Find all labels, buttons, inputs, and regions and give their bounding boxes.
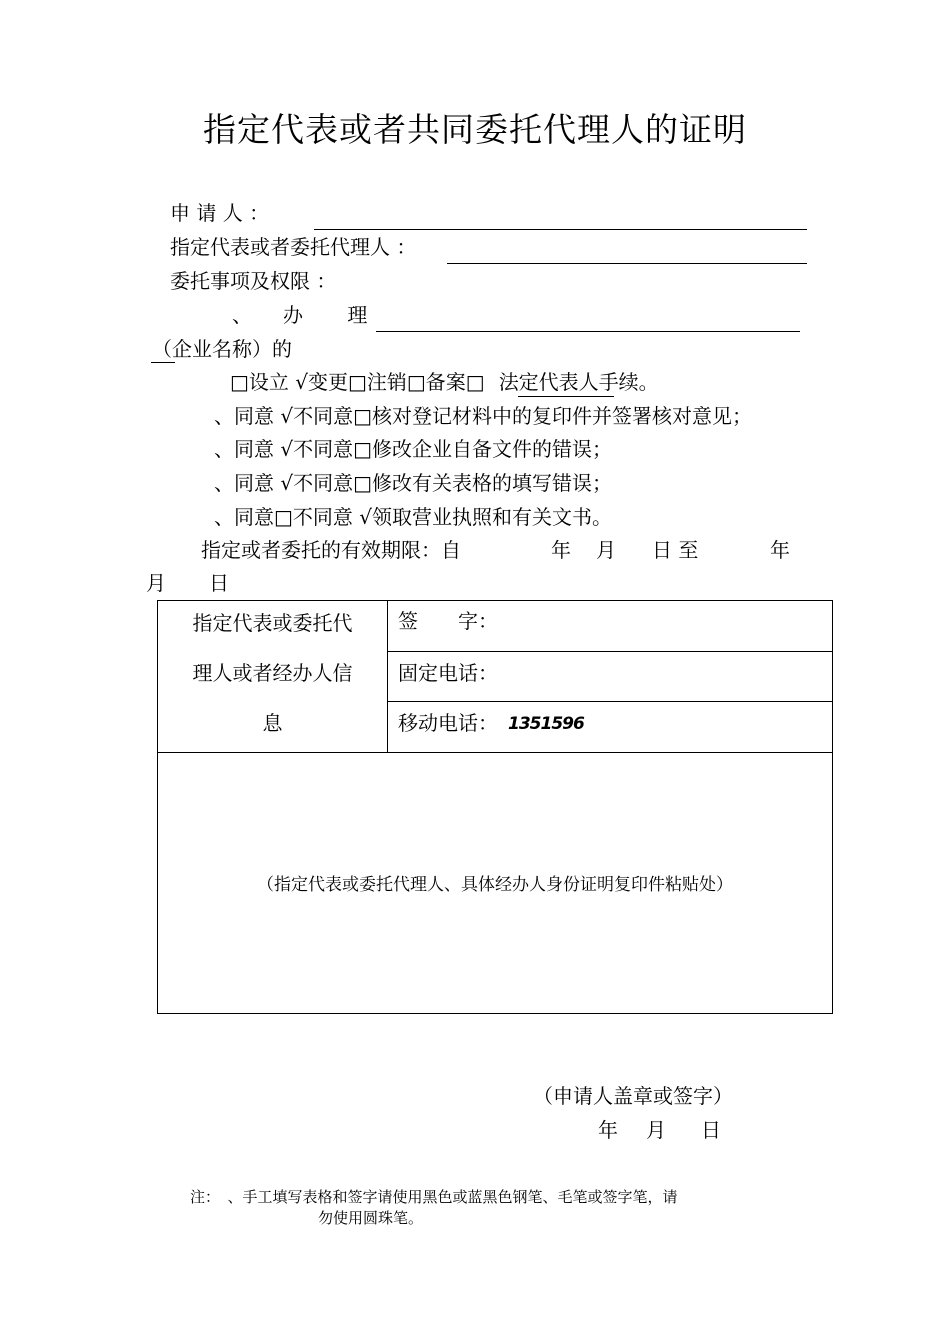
consent-item-2: 、同意 √不同意□核对登记材料中的复印件并签署核对意见；: [214, 404, 752, 428]
landline-label: 固定电话：: [398, 661, 498, 685]
signature-label: 签 字：: [398, 609, 498, 633]
options-filled-value: 法定代表人: [498, 370, 599, 394]
note-line-2: 勿使用圆珠笔。: [318, 1209, 424, 1227]
info-label-line-1: 指定代表或委托代: [192, 611, 353, 635]
validity-year-1: 年: [551, 538, 571, 562]
options-checkboxes: □设立 √变更□注销□备案□: [230, 370, 485, 394]
consent-item-3: 、同意 √不同意□修改企业自备文件的错误；: [214, 437, 612, 461]
footer-date-year: 年: [598, 1118, 618, 1142]
table-row-divider-3: [158, 752, 832, 753]
validity-label: 指定或者委托的有效期限：自: [201, 538, 461, 562]
note-line-1: 注： 、手工填写表格和签字请使用黑色或蓝黑色钢笔、毛笔或签字笔，请: [190, 1188, 678, 1206]
matters-label: 委托事项及权限 ：: [170, 269, 337, 293]
representative-info-table: [157, 600, 833, 1014]
consent-item-5: 、同意□不同意 √领取营业执照和有关文书。: [214, 505, 612, 529]
consent-item-4: 、同意 √不同意□修改有关表格的填写错误；: [214, 471, 612, 495]
id-copy-paste-area: （指定代表或委托代理人、具体经办人身份证明复印件粘贴处）: [257, 875, 733, 895]
stamp-signature-label: （申请人盖章或签字）: [533, 1084, 733, 1108]
validity-year-2: 年: [770, 538, 790, 562]
item1-handle-label: 办 理: [283, 303, 380, 327]
table-row-divider-2: [387, 701, 832, 702]
validity-month-2: 月: [146, 571, 166, 595]
options-underline: [518, 396, 614, 397]
item1-prefix: 、: [232, 303, 252, 327]
mobile-label: 移动电话：: [398, 711, 498, 735]
mobile-value[interactable]: 1351596: [508, 714, 584, 734]
validity-month-1: 月: [596, 538, 616, 562]
validity-day-2: 日: [209, 571, 229, 595]
footer-date-day: 日: [701, 1118, 721, 1142]
representative-label: 指定代表或者委托代理人 ：: [170, 235, 417, 259]
info-label-line-2: 理人或者经办人信: [192, 661, 353, 685]
applicant-label: 申 请 人 ：: [170, 201, 270, 225]
company-name-field-line[interactable]: [376, 331, 800, 332]
company-label: （企业名称）的: [152, 337, 292, 361]
footer-date-month: 月: [646, 1118, 666, 1142]
representative-field-line[interactable]: [447, 263, 807, 264]
info-label-line-3: 息: [262, 711, 283, 735]
options-tail: 手续。: [598, 370, 659, 394]
table-column-divider: [387, 601, 388, 752]
table-row-divider-1: [387, 651, 832, 652]
validity-day-1: 日 至: [652, 538, 699, 562]
document-title: 指定代表或者共同委托代理人的证明: [203, 110, 747, 149]
registration-options: [230, 368, 659, 396]
applicant-field-line[interactable]: [314, 229, 807, 230]
